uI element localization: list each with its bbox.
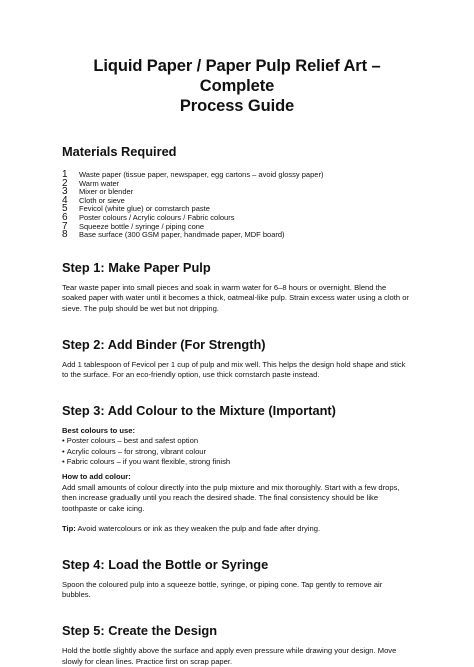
- materials-section: [62, 144, 412, 240]
- step-5-body: Hold the bottle slightly above the surface and apply even pressure while drawing your design. Move slowly for clean lines. Practice first on scrap paper.: [62, 646, 397, 666]
- item-text: Mixer or blender: [79, 187, 134, 197]
- step-4-section: [62, 557, 412, 601]
- step-1-body: Tear waste paper into small pieces and soak in warm water for 6–8 hours or overnight. Blend the soaked paper with water until it becomes a thick, oatmeal-like pulp. Strain excess water using a cloth or sieve. The pulp should be wet but not dripping.: [62, 282, 409, 313]
- list-item: • Acrylic colours – for strong, vibrant colour: [62, 447, 412, 457]
- step-2-body: Add 1 tablespoon of Fevicol per 1 cup of pulp and mix well. This helps the design hold shape and stick to the surface. For an eco-friendly option, use thick cornstarch paste instead.: [62, 359, 406, 380]
- document-title: [62, 56, 412, 116]
- item-text: Warm water: [79, 178, 120, 188]
- list-item: [62, 231, 412, 240]
- best-colours-list: [62, 436, 412, 467]
- item-text: Cloth or sieve: [79, 195, 125, 205]
- item-number: 4: [62, 194, 68, 206]
- list-item: • Fabric colours – if you want flexible, strong finish: [62, 457, 412, 467]
- title-line-1: Liquid Paper / Paper Pulp Relief Art – Complete: [93, 57, 381, 95]
- step-5-heading: Step 5: Create the Design: [62, 623, 218, 639]
- item-number: 8: [62, 229, 68, 241]
- step-3-heading: Step 3: Add Colour to the Mixture (Important): [62, 402, 336, 418]
- step-2-section: [62, 337, 412, 381]
- tip-paragraph: [62, 524, 412, 535]
- how-to-add-colour-label: How to add colour:: [62, 471, 131, 481]
- best-colours-label: Best colours to use:: [62, 425, 135, 435]
- tip-text: Avoid watercolours or ink as they weaken the pulp and fade after drying.: [75, 524, 321, 534]
- tip-label: Tip:: [62, 524, 76, 534]
- step-4-heading: Step 4: Load the Bottle or Syringe: [62, 556, 269, 572]
- item-text: Waste paper (tissue paper, newspaper, egg cartons – avoid glossy paper): [79, 170, 324, 179]
- item-number: 6: [62, 211, 68, 223]
- item-number: 1: [62, 169, 68, 180]
- title-line-2: Process Guide: [179, 97, 295, 115]
- step-4-body: Spoon the coloured pulp into a squeeze bottle, syringe, or piping cone. Tap gently to remove air bubbles.: [62, 579, 383, 600]
- step-5-section: [62, 623, 412, 667]
- how-to-add-colour-body: Add small amounts of colour directly into the pulp mixture and mix thoroughly. Start with a few drops, then increase gradually until you reach the desired shade. The final consistency should be like toothpaste or cake icing.: [62, 482, 400, 513]
- item-number: 5: [62, 203, 68, 215]
- step-1-heading: Step 1: Make Paper Pulp: [62, 259, 211, 275]
- item-text: Poster colours / Acrylic colours / Fabric colours: [79, 212, 235, 222]
- item-number: 3: [62, 186, 68, 198]
- item-number: 7: [62, 220, 68, 232]
- step-2-heading: Step 2: Add Binder (For Strength): [62, 336, 266, 352]
- item-text: Squeeze bottle / syringe / piping cone: [79, 221, 205, 231]
- item-number: 2: [62, 177, 68, 189]
- step-3-section: [62, 403, 412, 535]
- materials-heading: Materials Required: [62, 144, 177, 159]
- item-text: Base surface (300 GSM paper, handmade paper, MDF board): [79, 230, 285, 240]
- step-1-section: [62, 260, 412, 315]
- item-text: Fevicol (white glue) or cornstarch paste: [79, 204, 210, 214]
- list-item: • Poster colours – best and safest option: [62, 436, 412, 446]
- materials-list: [62, 171, 412, 240]
